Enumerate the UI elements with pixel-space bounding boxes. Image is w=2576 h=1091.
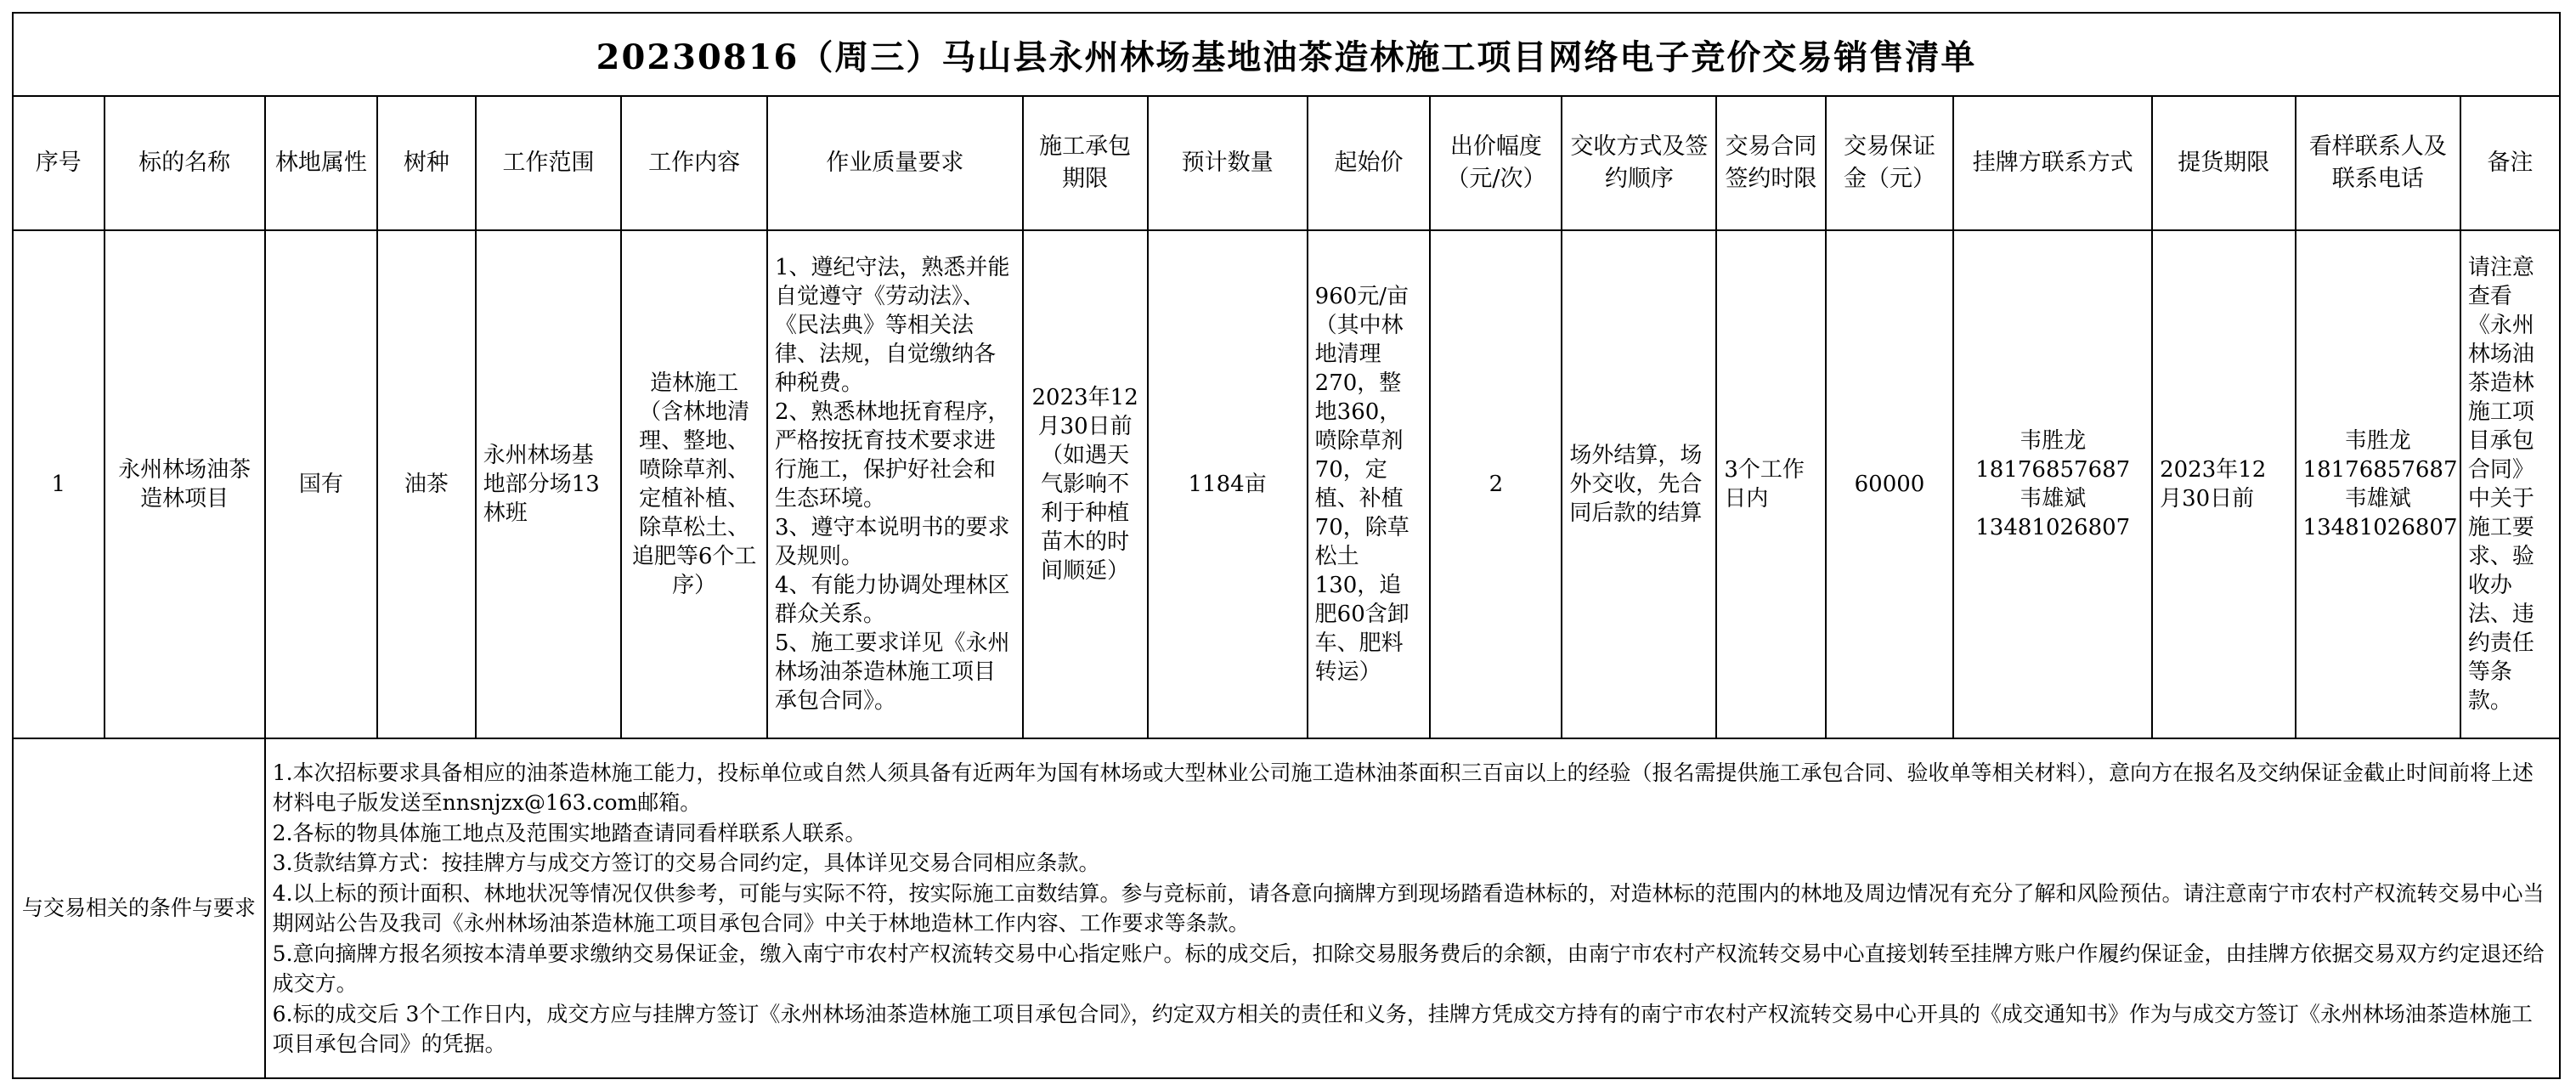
header-cell: 交易合同签约时限 [1716,96,1825,230]
header-cell: 标的名称 [105,96,265,230]
delivery-cell: 2023年12月30日前 [2152,230,2295,738]
condition-item: 4.以上标的预计面积、林地状况等情况仅供参考，可能与实际不符，按实际施工亩数结算。参与竞标前，请各意向摘牌方到现场踏看造林标的，对造林标的范围内的林地及周边情况有充分了解和风险预估。请注意南宁市农村产权流转交易中心当期网站公告及我司《永州林场油茶造林施工项目承包合同》中关于林地造林工作内容、工作要求等条款。 [272,880,2545,936]
viewing-contact-cell: 韦胜龙 18176857687 韦雄斌 13481026807 [2296,230,2460,738]
seq-cell: 1 [13,230,105,738]
item-name-cell: 永州林场油茶造林项目 [105,230,265,738]
header-cell: 起始价 [1308,96,1431,230]
remark-cell: 请注意查看《永州林场油茶造林施工项目承包合同》中关于施工要求、验收办法、违约责任等条款。 [2460,230,2560,738]
header-cell: 施工承包期限 [1023,96,1148,230]
conditions-list [273,758,2552,1060]
header-cell: 预计数量 [1148,96,1308,230]
condition-item: 6.标的成交后 3个工作日内，成交方应与挂牌方签订《永州林场油茶造林施工项目承包合同》，约定双方相关的责任和义务，挂牌方凭成交方持有的南宁市农村产权流转交易中心开具的《成交通知书》作为与成交方签订《永州林场油茶造林施工项目承包合同》的凭据。 [272,1001,2533,1056]
settlement-cell: 场外结算，场外交收，先合同后款的结算 [1562,230,1716,738]
land-type-cell: 国有 [265,230,377,738]
header-cell: 提货期限 [2152,96,2295,230]
period-cell: 2023年12月30日前（如遇天气影响不利于种植苗木的时间顺延） [1023,230,1148,738]
conditions-label: 与交易相关的条件与要求 [13,738,265,1078]
deposit-cell: 60000 [1826,230,1954,738]
header-cell: 序号 [13,96,105,230]
condition-item: 5.意向摘牌方报名须按本清单要求缴纳交易保证金，缴入南宁市农村产权流转交易中心指定账户。标的成交后，扣除交易服务费后的余额，由南宁市农村产权流转交易中心直接划转至挂牌方账户作履约保证金，由挂牌方依据交易双方约定退还给成交方。 [272,941,2545,996]
bid-sheet [12,12,2561,1079]
header-cell: 备注 [2460,96,2560,230]
conditions-cell [265,738,2560,1078]
species-cell: 油茶 [377,230,476,738]
header-cell: 看样联系人及联系电话 [2296,96,2460,230]
header-cell: 作业质量要求 [767,96,1023,230]
header-cell: 出价幅度（元/次） [1430,96,1562,230]
header-cell: 交收方式及签约顺序 [1562,96,1716,230]
conditions-row [13,738,2560,1078]
header-cell: 林地属性 [265,96,377,230]
header-cell: 树种 [377,96,476,230]
header-cell: 工作内容 [621,96,767,230]
start-price-cell: 960元/亩（其中林地清理270，整地360，喷除草剂70，定植、补植70，除草松土130，追肥60含卸车、肥料转运） [1308,230,1431,738]
condition-item: 2.各标的物具体施工地点及范围实地踏查请同看样联系人联系。 [272,820,867,845]
header-cell: 交易保证金（元） [1826,96,1954,230]
table-row [13,230,2560,738]
increment-cell: 2 [1430,230,1562,738]
work-content-cell: 造林施工（含林地清理、整地、喷除草剂、定植补植、除草松土、追肥等6个工序） [621,230,767,738]
header-cell: 工作范围 [476,96,622,230]
page-title: 20230816（周三）马山县永州林场基地油茶造林施工项目网络电子竞价交易销售清单 [13,13,2560,96]
sign-limit-cell: 3个工作日内 [1716,230,1825,738]
quality-cell: 1、遵纪守法，熟悉并能自觉遵守《劳动法》、《民法典》等相关法律、法规，自觉缴纳各种税费。 2、熟悉林地抚育程序，严格按抚育技术要求进行施工，保护好社会和生态环境。 3、遵守本说明书的要求及规则。 4、有能力协调处理林区群众关系。 5、施工要求详见《永州林场油茶造林施工项目承包合同》。 [767,230,1023,738]
header-cell: 挂牌方联系方式 [1953,96,2152,230]
contact-cell: 韦胜龙 18176857687 韦雄斌 13481026807 [1953,230,2152,738]
sales-list-table [12,12,2561,1079]
table-header-row [13,96,2560,230]
condition-item: 3.货款结算方式：按挂牌方与成交方签订的交易合同约定，具体详见交易合同相应条款。 [272,851,1100,875]
scope-cell: 永州林场基地部分场13林班 [476,230,622,738]
condition-item: 1.本次招标要求具备相应的油茶造林施工能力，投标单位或自然人须具备有近两年为国有林场或大型林业公司施工造林油茶面积三百亩以上的经验（报名需提供施工承包合同、验收单等相关材料），意向方在报名及交纳保证金截止时间前将上述材料电子版发送至nnsnjzx@163.com邮箱。 [272,760,2534,815]
quantity-cell: 1184亩 [1148,230,1308,738]
